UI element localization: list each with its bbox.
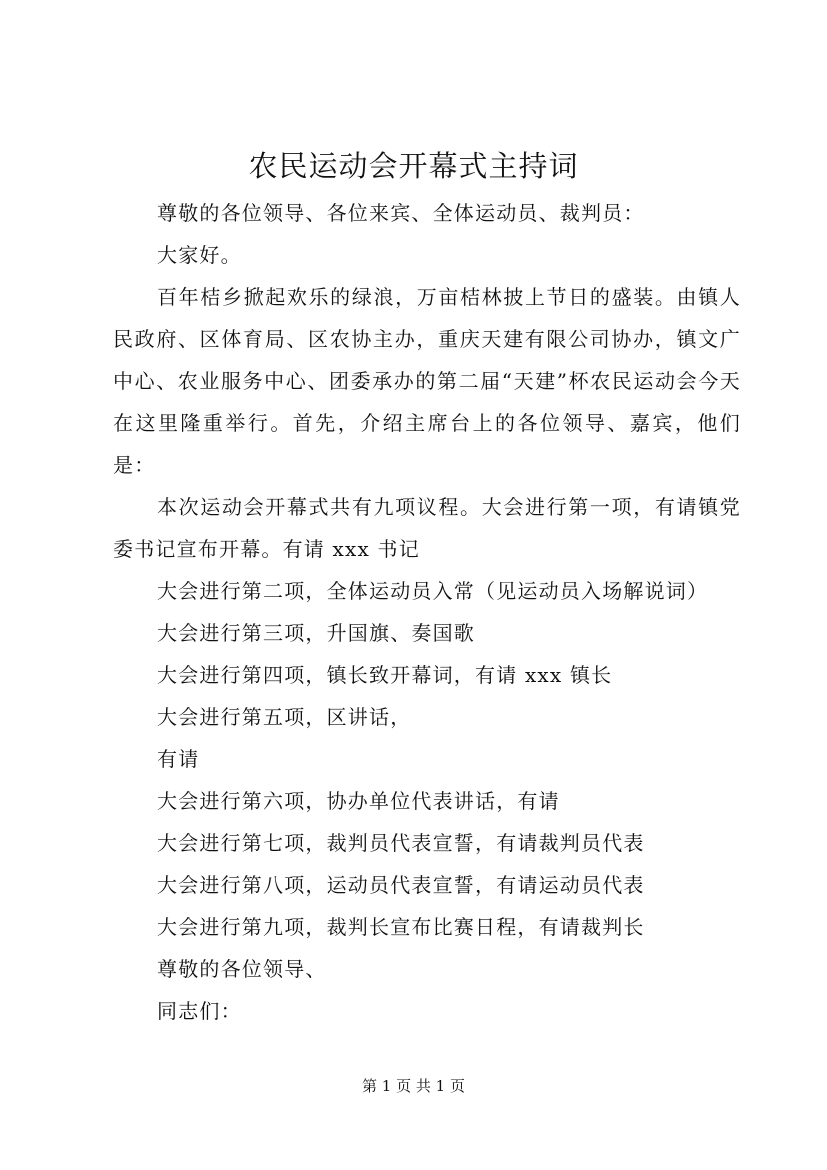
paragraph-agenda-item-3: 大会进行第三项，升国旗、奏国歌 (157, 621, 475, 645)
paragraph-agenda-item-4: 大会进行第四项，镇长致开幕词，有请 xxx 镇长 (157, 663, 613, 687)
document-title: 农民运动会开幕式主持词 (248, 149, 579, 183)
paragraph-comrades: 同志们： (157, 999, 242, 1023)
document-body (113, 192, 741, 1032)
paragraph-agenda-item-2: 大会进行第二项，全体运动员入常（见运动员入场解说词） (157, 579, 709, 603)
paragraph-agenda-item-8: 大会进行第八项，运动员代表宣誓，有请运动员代表 (157, 873, 645, 897)
paragraph-agenda-item-5: 大会进行第五项，区讲话， (157, 705, 412, 729)
paragraph-agenda-item-7: 大会进行第七项，裁判员代表宣誓，有请裁判员代表 (157, 831, 645, 855)
paragraph-agenda-item-1: 本次运动会开幕式共有九项议程。大会进行第一项，有请镇党委书记宣布开幕。有请 xxx 书记 (113, 495, 741, 561)
page-number-footer: 第 1 页 共 1 页 (362, 1077, 465, 1095)
paragraph-agenda-item-9: 大会进行第九项，裁判长宣布比赛日程，有请裁判长 (157, 915, 645, 939)
paragraph-agenda-item-6: 大会进行第六项，协办单位代表讲话，有请 (157, 789, 560, 813)
paragraph-hello: 大家好。 (157, 243, 242, 267)
paragraph-invite: 有请 (157, 747, 200, 771)
paragraph-greeting: 尊敬的各位领导、各位来宾、全体运动员、裁判员： (157, 201, 645, 225)
paragraph-closing-greeting: 尊敬的各位领导、 (157, 957, 327, 981)
paragraph-intro: 百年桔乡掀起欢乐的绿浪，万亩桔林披上节日的盛装。由镇人民政府、区体育局、区农协主办，重庆天建有限公司协办，镇文广中心、农业服务中心、团委承办的第二届“天建”杯农民运动会今天在这里隆重举行。首先，介绍主席台上的各位领导、嘉宾，他们是： (113, 285, 741, 477)
